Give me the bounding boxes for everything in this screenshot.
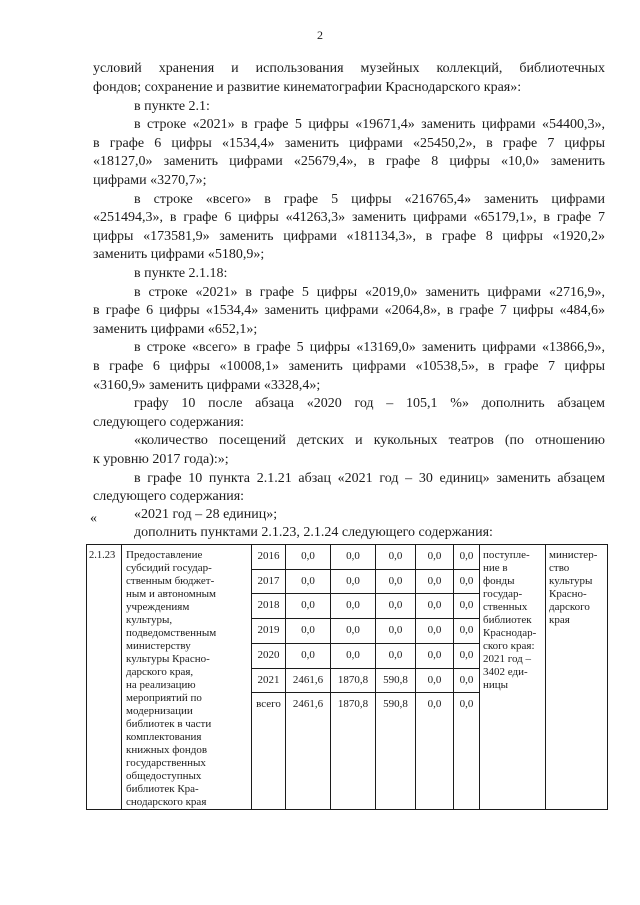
program-table [86, 544, 608, 810]
value-cell: 2461,6 [286, 668, 331, 693]
text-line: в строке «всего» в графе 5 цифры «13169,0» заменить цифрами «13866,9», [134, 340, 605, 355]
value-cell: 2461,6 [286, 693, 331, 810]
value-cell: 0,0 [454, 643, 480, 668]
year-cell: 2016 [252, 545, 286, 570]
text-line: в графе 10 пункта 2.1.21 абзац «2021 год – 30 единиц» заменить абзацем [134, 471, 605, 486]
text-line: «3160,9» заменить цифрами «3328,4»; [93, 378, 321, 393]
value-cell: 590,8 [376, 668, 416, 693]
opening-quote: « [90, 511, 97, 526]
text-line: в графе 6 цифры «1534,4» заменить цифрами «25450,2», в графе 7 цифры [93, 136, 605, 151]
text-line: следующего содержания: [93, 415, 245, 430]
value-cell: 0,0 [376, 594, 416, 619]
value-cell: 0,0 [454, 594, 480, 619]
text-line: «количество посещений детских и кукольных театров (по отношению [134, 433, 605, 448]
text-line: в графе 6 цифры «1534,4» заменить цифрами «2064,8», в графе 7 цифры «484,6» [93, 303, 605, 318]
value-cell: 0,0 [331, 643, 376, 668]
item-code: 2.1.23 [87, 545, 122, 810]
value-cell: 0,0 [331, 594, 376, 619]
expected-result: поступле- ние в фонды государ- ственных библиотек Краснодар- ского края: 2021 год – 3402 еди- ницы [480, 545, 546, 810]
text-line: в строке «2021» в графе 5 цифры «19671,4» заменить цифрами «54400,3», [134, 117, 605, 132]
text-line: заменить цифрами «5180,9»; [93, 247, 265, 262]
value-cell: 1870,8 [331, 693, 376, 810]
text-line: цифрами «3270,7»; [93, 173, 207, 188]
value-cell: 0,0 [286, 569, 331, 594]
table-row [87, 545, 608, 570]
text-line: фондов; сохранение и развитие кинематографии Краснодарского края»: [93, 80, 522, 95]
page-number: 2 [317, 28, 323, 42]
value-cell: 0,0 [286, 643, 331, 668]
executor: министер- ство культуры Красно- дарского края [546, 545, 608, 810]
year-cell: всего [252, 693, 286, 810]
value-cell: 0,0 [454, 619, 480, 644]
text-line: в пункте 2.1.18: [134, 266, 228, 281]
text-line: дополнить пунктами 2.1.23, 2.1.24 следующего содержания: [134, 525, 493, 540]
text-line: условий хранения и использования музейных коллекций, библиотечных [93, 61, 605, 76]
item-description: Предоставление субсидий государ- ственным бюджет- ным и автономным учреждениям культуры, подведомственным министерству культуры Красно- дарского края, на реализацию мероприятий по модернизации библиотек в части комплектования книжных фондов государственных общедоступных библиотек Кра- снодарского края [122, 545, 252, 810]
value-cell: 0,0 [454, 693, 480, 810]
text-line: следующего содержания: [93, 489, 245, 504]
value-cell: 0,0 [331, 619, 376, 644]
value-cell: 0,0 [331, 569, 376, 594]
text-line: графу 10 после абзаца «2020 год – 105,1 %» дополнить абзацем [134, 396, 605, 411]
text-line: к уровню 2017 года):»; [93, 452, 229, 467]
value-cell: 0,0 [416, 569, 454, 594]
value-cell: 0,0 [454, 545, 480, 570]
text-line: в строке «всего» в графе 5 цифры «216765,4» заменить цифрами [134, 192, 605, 207]
value-cell: 0,0 [376, 545, 416, 570]
value-cell: 0,0 [416, 668, 454, 693]
text-line: в графе 6 цифры «10008,1» заменить цифрами «10538,5», в графе 7 цифры [93, 359, 605, 374]
text-line: заменить цифрами «652,1»; [93, 322, 258, 337]
value-cell: 0,0 [454, 668, 480, 693]
value-cell: 0,0 [286, 619, 331, 644]
value-cell: 0,0 [416, 693, 454, 810]
year-cell: 2021 [252, 668, 286, 693]
value-cell: 0,0 [416, 594, 454, 619]
value-cell: 0,0 [416, 643, 454, 668]
text-line: «251494,3», в графе 6 цифры «41263,3» заменить цифрами «65179,1», в графе 7 [93, 210, 605, 225]
value-cell: 0,0 [376, 619, 416, 644]
year-cell: 2019 [252, 619, 286, 644]
value-cell: 0,0 [416, 619, 454, 644]
value-cell: 0,0 [376, 643, 416, 668]
text-line: цифры «173581,9» заменить цифрами «181134,3», в графе 8 цифры «1920,2» [93, 229, 605, 244]
year-cell: 2020 [252, 643, 286, 668]
value-cell: 0,0 [416, 545, 454, 570]
value-cell: 0,0 [331, 545, 376, 570]
value-cell: 0,0 [376, 569, 416, 594]
text-line: «2021 год – 28 единиц»; [134, 507, 278, 522]
year-cell: 2018 [252, 594, 286, 619]
value-cell: 590,8 [376, 693, 416, 810]
value-cell: 1870,8 [331, 668, 376, 693]
value-cell: 0,0 [286, 545, 331, 570]
value-cell: 0,0 [454, 569, 480, 594]
text-line: в строке «2021» в графе 5 цифры «2019,0» заменить цифрами «2716,9», [134, 285, 605, 300]
text-line: в пункте 2.1: [134, 99, 210, 114]
year-cell: 2017 [252, 569, 286, 594]
value-cell: 0,0 [286, 594, 331, 619]
text-line: «18127,0» заменить цифрами «25679,4», в графе 8 цифры «10,0» заменить [93, 154, 605, 169]
